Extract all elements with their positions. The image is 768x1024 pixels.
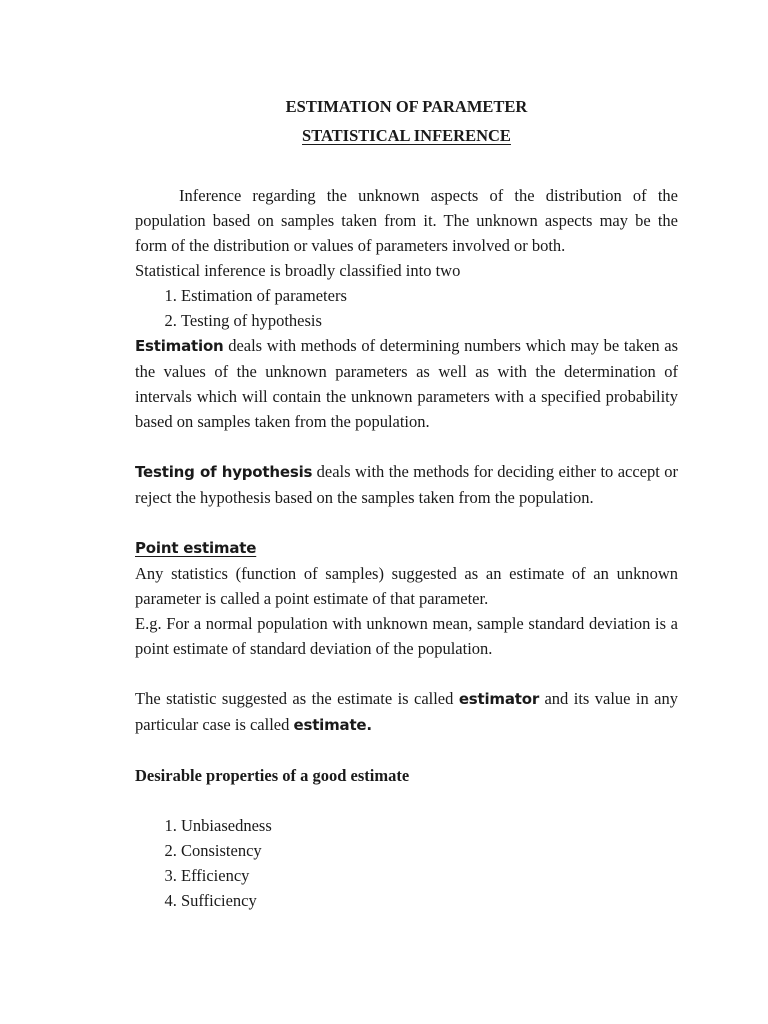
estimate-term: estimate. <box>293 716 372 734</box>
list-item: 1. Estimation of parameters <box>181 283 678 308</box>
point-estimate-definition: Any statistics (function of samples) suggested as an estimate of an unknown parameter is called a point estimate of that parameter. <box>135 564 678 608</box>
classification-sentence: Statistical inference is broadly classified into two <box>135 261 461 280</box>
testing-text: deals with the methods for deciding either to accept or reject the hypothesis based on the samples taken from the population. <box>135 462 678 507</box>
point-estimate-example: E.g. For a normal population with unknown mean, sample standard deviation is a point estimate of standard deviation of the population. <box>135 614 678 658</box>
list-item: 2. Consistency <box>181 838 678 863</box>
estimation-term: Estimation <box>135 337 224 355</box>
list-item: 3. Efficiency <box>181 863 678 888</box>
properties-heading <box>135 763 678 788</box>
point-estimate-heading-text: Point estimate <box>135 539 257 557</box>
properties-list <box>135 813 678 913</box>
testing-term: Testing of hypothesis <box>135 463 313 481</box>
list-item: 1. Unbiasedness <box>181 813 678 838</box>
estimator-paragraph <box>135 686 678 738</box>
list-item: 2. Testing of hypothesis <box>181 308 678 333</box>
properties-heading-text: Desirable properties of a good estimate <box>135 766 410 785</box>
estimation-text: deals with methods of determining numbers which may be taken as the values of the unknown parameters as well as with the determination of intervals which will contain the unknown parameters with a specified probability based on samples taken from the population. <box>135 336 678 431</box>
testing-paragraph <box>135 459 678 510</box>
page-subtitle: STATISTICAL INFERENCE <box>302 126 511 145</box>
page-title: ESTIMATION OF PARAMETER <box>285 97 528 116</box>
estimation-paragraph <box>135 333 678 434</box>
document-page <box>135 92 678 913</box>
estimator-term: estimator <box>458 690 540 708</box>
estimator-text-1: The statistic suggested as the estimate is called <box>135 689 459 708</box>
list-item: 4. Sufficiency <box>181 888 678 913</box>
classification-list <box>135 283 678 333</box>
point-estimate-heading <box>135 535 678 561</box>
estimator-text-2: and its value in any particular case is called <box>135 689 678 734</box>
intro-paragraph: Inference regarding the unknown aspects of the distribution of the population based on samples taken from it. The unknown aspects may be the form of the distribution or values of parameters involved or both. <box>135 186 678 255</box>
